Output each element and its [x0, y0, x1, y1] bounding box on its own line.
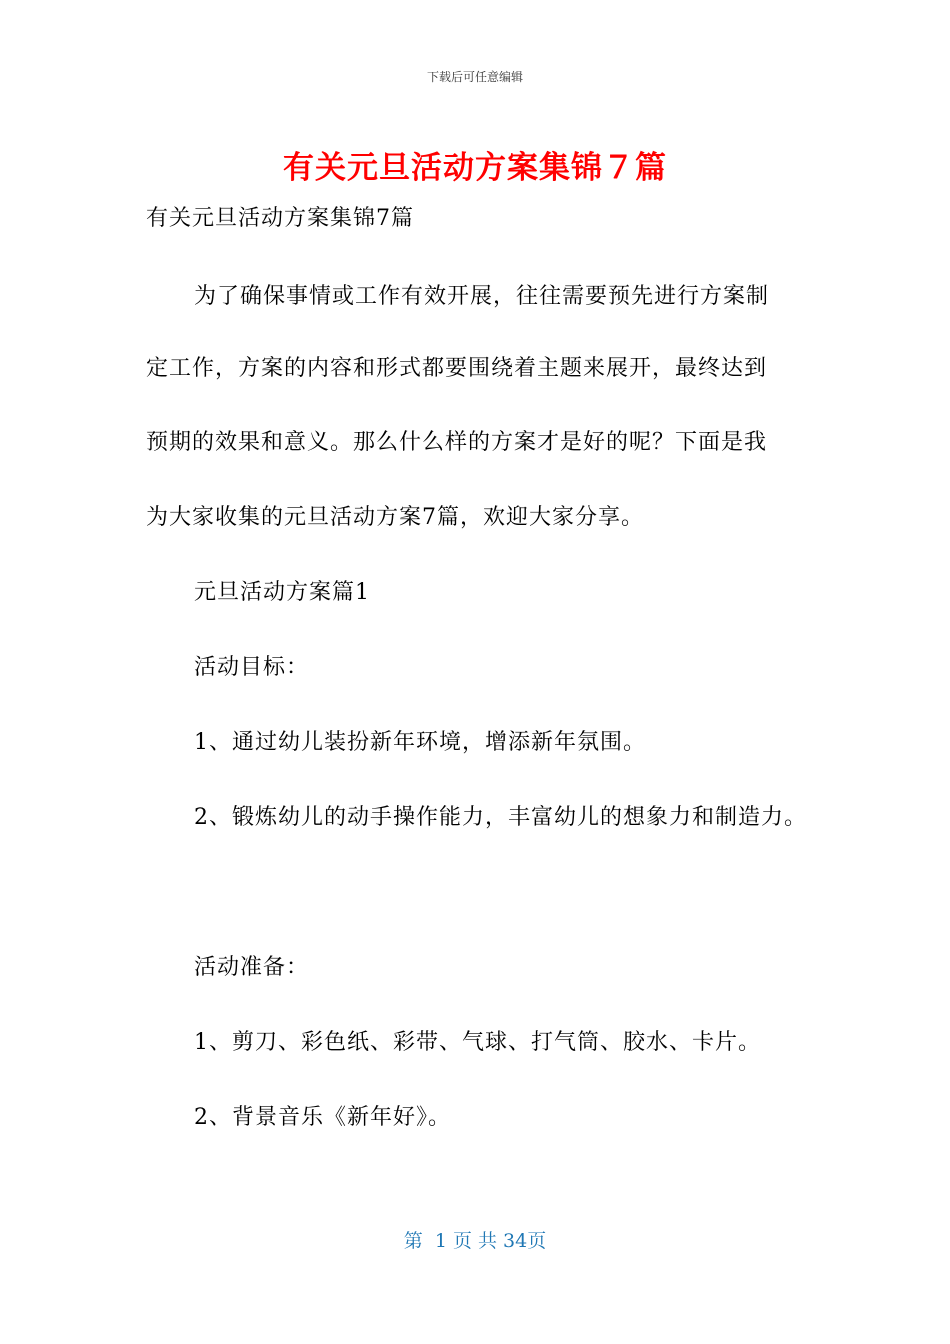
intro-paragraph-line-4: 为大家收集的元旦活动方案7篇，欢迎大家分享。: [146, 505, 644, 530]
page-footer: 第 1 页 共 34页: [403, 1230, 547, 1252]
prep-item-2: 2、背景音乐《新年好》。: [194, 1105, 451, 1130]
header-note: 下载后可任意编辑: [426, 70, 523, 84]
goal-item-2: 2、锻炼幼儿的动手操作能力，丰富幼儿的想象力和制造力。: [194, 805, 807, 830]
document-title: 有关元旦活动方案集锦７篇: [283, 150, 667, 186]
prep-label: 活动准备：: [194, 955, 310, 980]
intro-paragraph-line-1: 为了确保事情或工作有效开展，往往需要预先进行方案制: [194, 284, 770, 309]
prep-item-1: 1、剪刀、彩色纸、彩带、气球、打气筒、胶水、卡片。: [194, 1030, 761, 1055]
goal-item-1: 1、通过幼儿装扮新年环境，增添新年氛围。: [194, 730, 646, 755]
intro-paragraph-line-2: 定工作，方案的内容和形式都要围绕着主题来展开，最终达到: [146, 356, 768, 381]
intro-paragraph-line-3: 预期的效果和意义。那么什么样的方案才是好的呢？下面是我: [146, 430, 768, 455]
goal-label: 活动目标：: [194, 655, 310, 680]
document-subtitle: 有关元旦活动方案集锦7篇: [146, 206, 414, 231]
section-heading: 元旦活动方案篇1: [194, 580, 370, 605]
